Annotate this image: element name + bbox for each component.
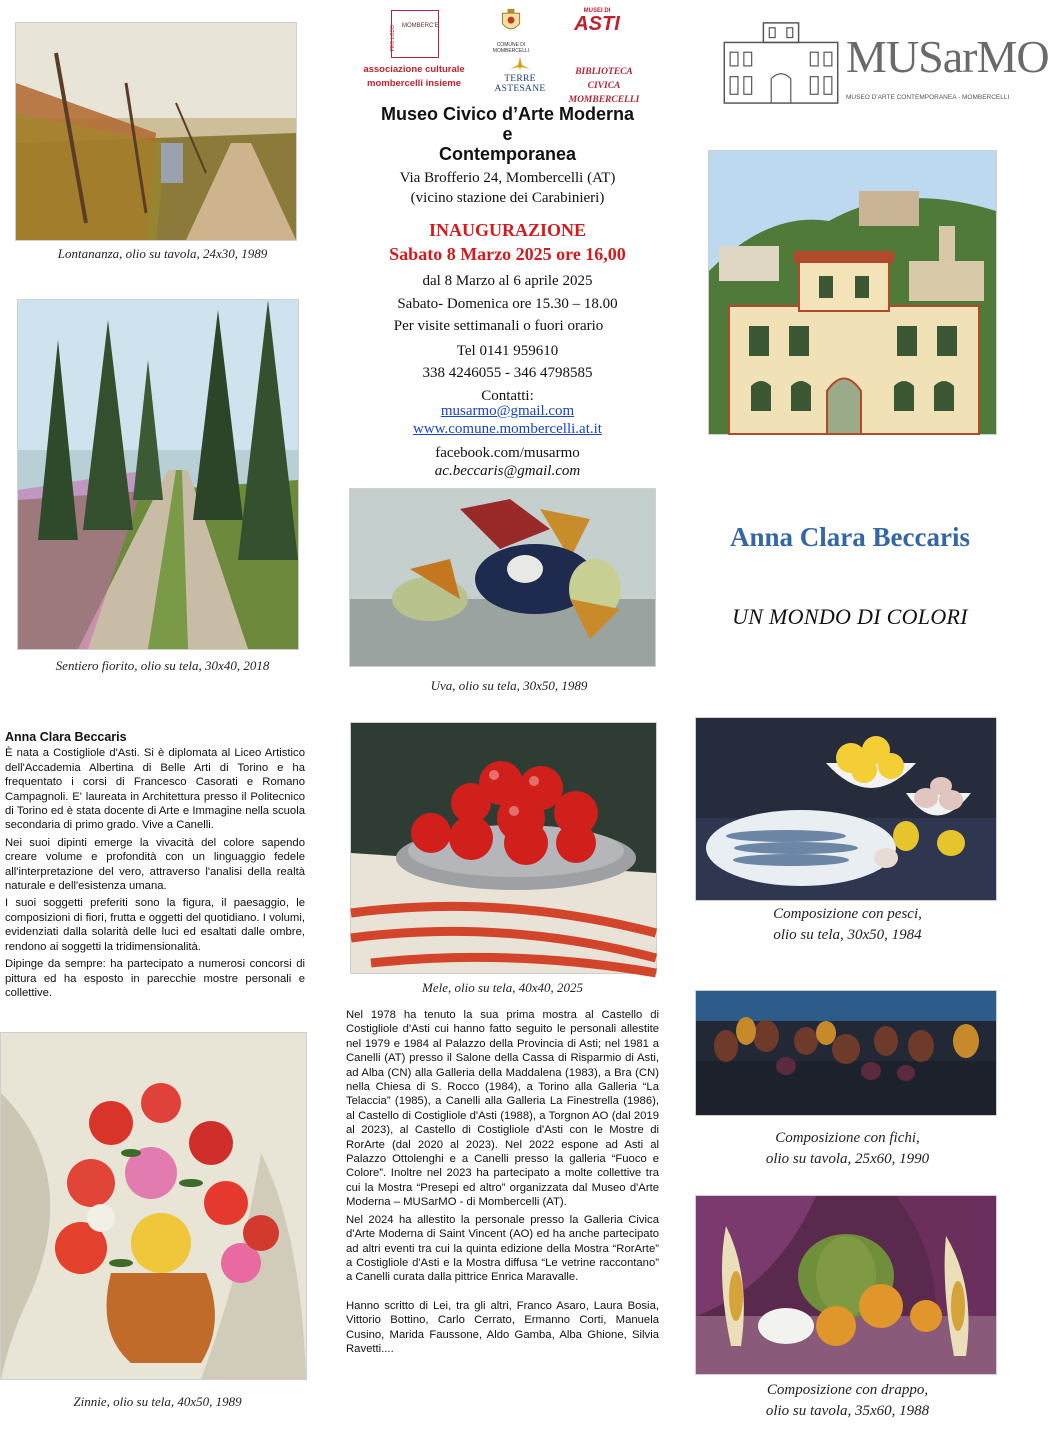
caption-mele: Mele, olio su tela, 40x40, 2025: [421, 980, 584, 995]
contacts: [330, 402, 685, 480]
logo-pro-loco: PRO LOCO MOMBERC'E: [391, 10, 439, 58]
caption-drappo: Composizione con drappo, olio su tavola, 35x60, 1988: [765, 1382, 930, 1419]
photo-museum-building: [708, 150, 997, 435]
caption-pesci: Composizione con pesci, olio su tela, 30x50, 1984: [773, 906, 922, 943]
logo-terre-astesane: TERRE ASTESANE: [478, 56, 562, 94]
museum-name: Museo Civico d’Arte Moderna e Contemporanea: [380, 104, 635, 164]
logo-biblioteca: BIBLIOTECA CIVICA MOMBERCELLI: [568, 67, 640, 105]
logo-musarmo: MUSarMO MUSEO D'ARTE CONTEMPORANEA - MOMBERCELLI: [722, 18, 994, 110]
bio-paragraph-3: I suoi soggetti preferiti sono la figura, il paesaggio, le composizioni di fiori, frutta e oggetti del quotidiano. I volumi, evidenziati dalla solarità delle luci ed esaltati dalle ombre, rendono ai soggetti la tridimensionalità.: [5, 897, 305, 953]
caption-zinnie: Zinnie, olio su tela, 40x50, 1989: [73, 1394, 242, 1409]
painting-fichi: [695, 990, 997, 1116]
schedule: dal 8 Marzo al 6 aprile 2025 Sabato- Domenica ore 15.30 – 18.00 Per visite settimanali o fuori orario Tel 0141 959610 338 4246055 - 346 4798585 Contatti:: [393, 273, 618, 404]
painting-lontananza: [15, 22, 297, 241]
artist-name: Anna Clara Beccaris: [730, 522, 970, 552]
artist-email: ac.beccaris@gmail.com: [434, 463, 581, 479]
address: Via Brofferio 24, Mombercelli (AT) (vicino stazione dei Carabinieri): [399, 170, 616, 206]
star-icon: [510, 57, 530, 69]
caption-uva: Uva, olio su tela, 30x50, 1989: [430, 678, 588, 693]
bio-column-center: [346, 1008, 659, 1359]
museum-building-icon: [722, 18, 840, 106]
inauguration: INAUGURAZIONE Sabato 8 Marzo 2025 ore 16,00: [389, 220, 626, 264]
painting-drappo: [695, 1195, 997, 1375]
caption-lontananza: Lontananza, olio su tavola, 24x30, 1989: [57, 246, 268, 261]
logo-associazione: associazione culturale mombercelli insieme: [363, 64, 465, 89]
email-link[interactable]: musarmo@gmail.com: [440, 403, 575, 419]
bio-paragraph-6: Nel 2024 ha allestito la personale presso la Galleria Civica d'Arte Moderna di Saint Vincent (AO) ed ha anche partecipato ad altri eventi tra cui la quinta edizione della Mostra “RorArte” a Costigliole d'Asti e la Mostra diffusa “Le vetrine raccontano” a Canelli curata dalla pittrice Enrica Maravalle.: [346, 1213, 659, 1284]
bio-paragraph-4: Dipinge da sempre: ha partecipato a numerosi concorsi di pittura ed ha esposto in parecchie mostre personali e collettive.: [5, 958, 305, 999]
logo-musei-asti: MUSEI DI ASTI: [574, 8, 620, 35]
exhibition-title: UN MONDO DI COLORI: [732, 604, 968, 629]
bio-paragraph-1: È nata a Costigliole d'Asti. Si è diplomata al Liceo Artistico dell'Accademia Albertina di Belle Arti di Torino e ha frequentato i corsi di Francesco Casorati e Romano Campagnoli. E' laureata in Architettura presso il Politecnico di Torino ed è stata docente di Arte e Immagine nella scuola secondaria di primo grado. Vive a Canelli.: [5, 747, 305, 832]
website-link[interactable]: www.comune.mombercelli.at.it: [413, 421, 602, 437]
painting-mele: [350, 722, 657, 974]
bio-heading: Anna Clara Beccaris: [5, 730, 127, 744]
facebook-text: facebook.com/musarmo: [435, 445, 580, 461]
crest-icon: [498, 4, 524, 38]
bio-paragraph-2: Nei suoi dipinti emerge la vivacità del colore sapendo creare volume e profondità con un linguaggio fedele all'interpretazione del vero, attraverso l'analisi della realtà naturale e dell'esistenza umana.: [5, 836, 305, 893]
bio-column: [5, 730, 305, 1003]
logo-comune: COMUNE DI MOMBERCELLI: [478, 4, 544, 50]
bio-paragraph-7: Hanno scritto di Lei, tra gli altri, Franco Asaro, Laura Bosia, Vittorio Bottino, Carlo Cerrato, Ermanno Corti, Manuela Cusino, Marida Faussone, Aldo Gamba, Alba Ghione, Silvia Ravetti....: [346, 1299, 659, 1355]
painting-sentiero: [17, 299, 299, 650]
painting-uva: [349, 488, 656, 667]
caption-fichi: Composizione con fichi, olio su tavola, 25x60, 1990: [765, 1130, 930, 1167]
painting-pesci: [695, 717, 997, 901]
painting-zinnie: [0, 1032, 307, 1380]
caption-sentiero: Sentiero fiorito, olio su tela, 30x40, 2018: [55, 658, 270, 673]
bio-paragraph-5: Nel 1978 ha tenuto la sua prima mostra al Castello di Costigliole d'Asti cui hanno fatto seguito le personali allestite nel 1979 e 1984 al Palazzo della Provincia di Asti; nel 1981 a Canelli (AT) presso il Salone della Cassa di Risparmio di Asti, ad Alba (CN) alla Galleria della Maddalena (1983), a Bra (CN) nella Chiesa di S. Rocco (1984), a Torino alla Galleria “La Telaccia” (1985), a Canelli alla Galleria La Finestrella (1986), al Castello di Costigliole d'Asti (1988), a Torgnon AO (dal 2019 al 2023), al Castello di Costigliole d'Asti con le Mostre di RorArte (dal 2020 al 2023). Nel 2022 espone ad Asti al Palazzo Ottolenghi e a Canelli presso la galleria “Fuoco e Colore”. Inoltre nel 2023 ha partecipato a molte collettive tra cui la Mostra “Presepi ed altro” organizzata dal Museo d'Arte Moderna – MUSarMO - di Mombercelli (AT).: [346, 1009, 659, 1209]
